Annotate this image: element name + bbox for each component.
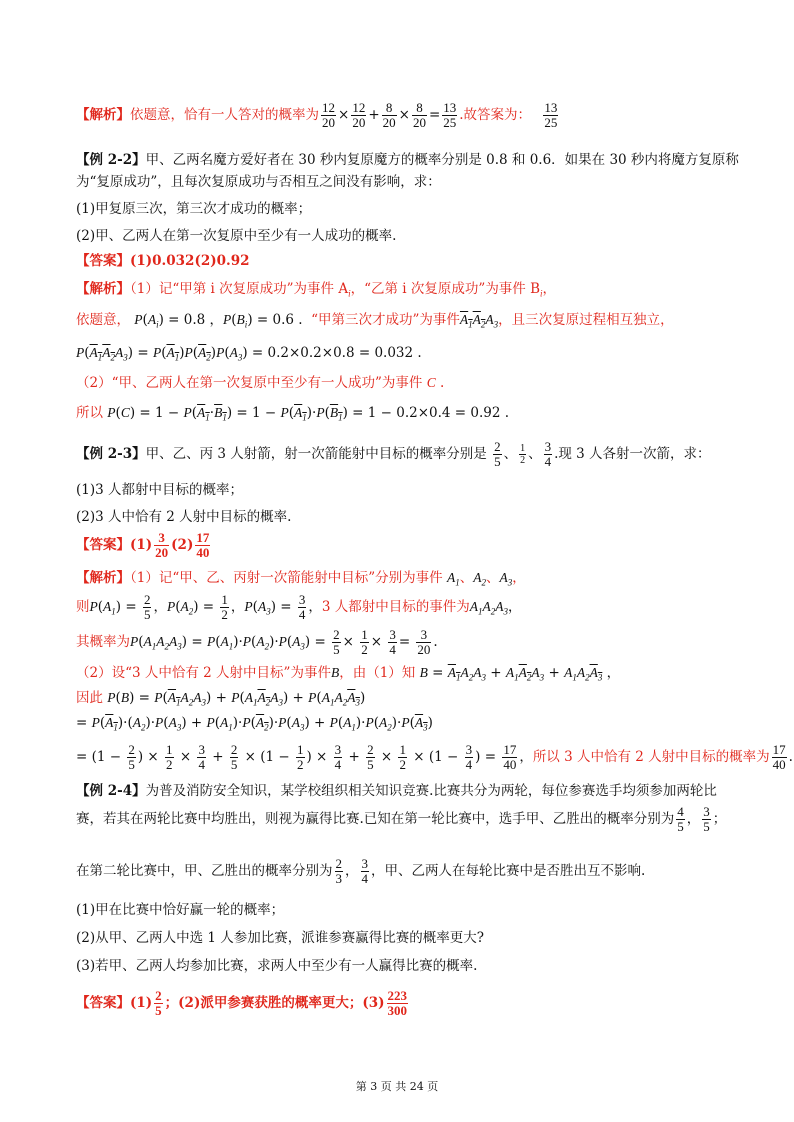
example-2-3-solution-4: （2）设“3 人中恰有 2 人射中目标”为事件B，由（1）知 $B = A_1A_2A_3 + A_1A_2A_3 + A_1A_2A_3$ ， [76,665,621,683]
example-2-4-line2: 赛，若其在两轮比赛中均胜出，则视为赢得比赛.已知在第一轮比赛中，选手甲、乙胜出的概率分别为 $\frac{4}{5}$ ， $\frac{3}{5}$ ； [76,804,727,834]
example-2-3-q2: (2)3 人中恰有 2 人射中目标的概率. [76,509,292,525]
example-2-4-line1: 【例 2-4】为普及消防安全知识，某学校组织相关知识竞赛.比赛共分为两轮，每位参赛选手均须参加两轮比 [76,783,717,799]
example-2-4-q2: (2)从甲、乙两人中选 1 人参加比赛，派谁参赛赢得比赛的概率更大? [76,930,485,946]
example-2-2-q1: (1)甲复原三次，第三次才成功的概率； [76,201,312,217]
page-footer: 第 3 页 共 24 页 [355,1080,439,1093]
example-2-3-solution-7: = (1 − $\frac{2}{5}$ ) × $\frac{1}{2}$ × $\frac{3}{4}$ + $\frac{2}{5}$ × (1 − $\frac{1}{2}$ ) × $\frac{3}{4}$ + $\frac{2}{5}$ × $\frac{1}{2}$ × (1 − $\frac{3}{4}$ ) = $\frac{17}{40}$ ，所以 3 人中恰有 2 人射中目标的概率为 $\frac{17}{40}$ . [76,742,793,772]
example-2-4-q1: (1)甲在比赛中恰好赢一轮的概率； [76,902,285,918]
example-2-2-line1: 【例 2-2】甲、乙两名魔方爱好者在 30 秒内复原魔方的概率分别是 0.8 和 0.6．如果在 30 秒内将魔方复原称 [76,152,739,168]
example-2-2-solution-1: 【解析】（1）记“甲第 i 次复原成功”为事件 $A_i$，“乙第 i 次复原成功”为事件 $B_i$， [76,281,557,299]
example-2-2-q2: (2)甲、乙两人在第一次复原中至少有一人成功的概率. [76,228,397,244]
example-2-3-solution-2: 则$P(A_1)$ = $\frac{2}{5}$ ，$P(A_2)$ = $\frac{1}{2}$ ，$P(A_3)$ = $\frac{3}{4}$ ，3 人都射中目标的事件为$A_1A_2A_3$， [76,592,522,622]
example-2-2-solution-4: （2）“甲、乙两人在第一次复原中至少有一人成功”为事件 C . [76,375,445,391]
example-2-3-q1: (1)3 人都射中目标的概率； [76,482,244,498]
example-2-3-solution-3: 其概率为$P(A_1A_2A_3) = P(A_1)\cdot P(A_2)\cdot P(A_3)$ = $\frac{2}{5}$ × $\frac{1}{2}$ × $\frac{3}{4}$ = $\frac{3}{20}$ . [76,627,438,657]
example-2-2-solution-2: 依题意， $P(A_i) = 0.8$ ，$P(B_i) = 0.6$ . “甲第三次才成功”为事件$A_1A_2A_3$，且三次复原过程相互独立， [76,312,674,330]
example-2-3-solution-1: 【解析】（1）记“甲、乙、丙射一次箭能射中目标”分别为事件 $A_1$、$A_2$、$A_3$， [76,570,526,588]
example-2-2-solution-3: $P(A_1A_2A_3) = P(A_1)P(A_2)P(A_3) = 0.2\times 0.2\times 0.8 = 0.032$ . [76,345,422,363]
example-2-3-solution-6: = $P(A_1)\cdot(A_2)\cdot P(A_3) + P(A_1)\cdot P(A_2)\cdot P(A_3) + P(A_1)\cdot P(A_2)\cdot P(A_3)$ [76,715,433,733]
example-2-2-solution-5: 所以 $P(C) = 1 - P(A_1\cdot B_1) = 1 - P(A_1)\cdot P(B_1) = 1 - 0.2\times 0.4 = 0.92$ . [76,405,510,423]
intro-solution: 【解析】依题意，恰有一人答对的概率为 $\frac{12}{20}$ × $\frac{12}{20}$ + $\frac{8}{20}$ × $\frac{8}{20}$ = $\frac{13}{25}$ .故答案为： $\frac{13}{25}$ [76,100,558,130]
example-2-3-solution-5: 因此 $P(B) = P(A_1A_2A_3) + P(A_1A_2A_3) + P(A_1A_2A_3)$ [76,690,366,708]
example-2-4-line3: 在第二轮比赛中，甲、乙胜出的概率分别为 $\frac{2}{3}$ ， $\frac{3}{4}$ ，甲、乙两人在每轮比赛中是否胜出互不影响. [76,856,646,886]
example-2-4-q3: (3)若甲、乙两人均参加比赛，求两人中至少有一人赢得比赛的概率. [76,958,478,974]
example-2-2-line2: 为“复原成功”，且每次复原成功与否相互之间没有影响，求： [76,174,441,190]
example-2-3-answer: 【答案】(1) $\frac{3}{20}$ (2) $\frac{17}{40}$ [76,530,210,560]
solution-tag: 【解析】 [76,107,130,123]
example-2-3-line1: 【例 2-3】甲、乙、丙 3 人射箭，射一次箭能射中目标的概率分别是 $\frac{2}{5}$ 、 $\frac{1}{2}$ 、 $\frac{3}{4}$ .现 3 人各射一次箭，求： [76,439,711,469]
example-2-4-answer: 【答案】(1) $\frac{2}{5}$ ；(2)派甲参赛获胜的概率更大；(3) $\frac{223}{300}$ [76,988,408,1018]
example-2-2-answer: 【答案】(1)0.032(2)0.92 [76,253,250,269]
